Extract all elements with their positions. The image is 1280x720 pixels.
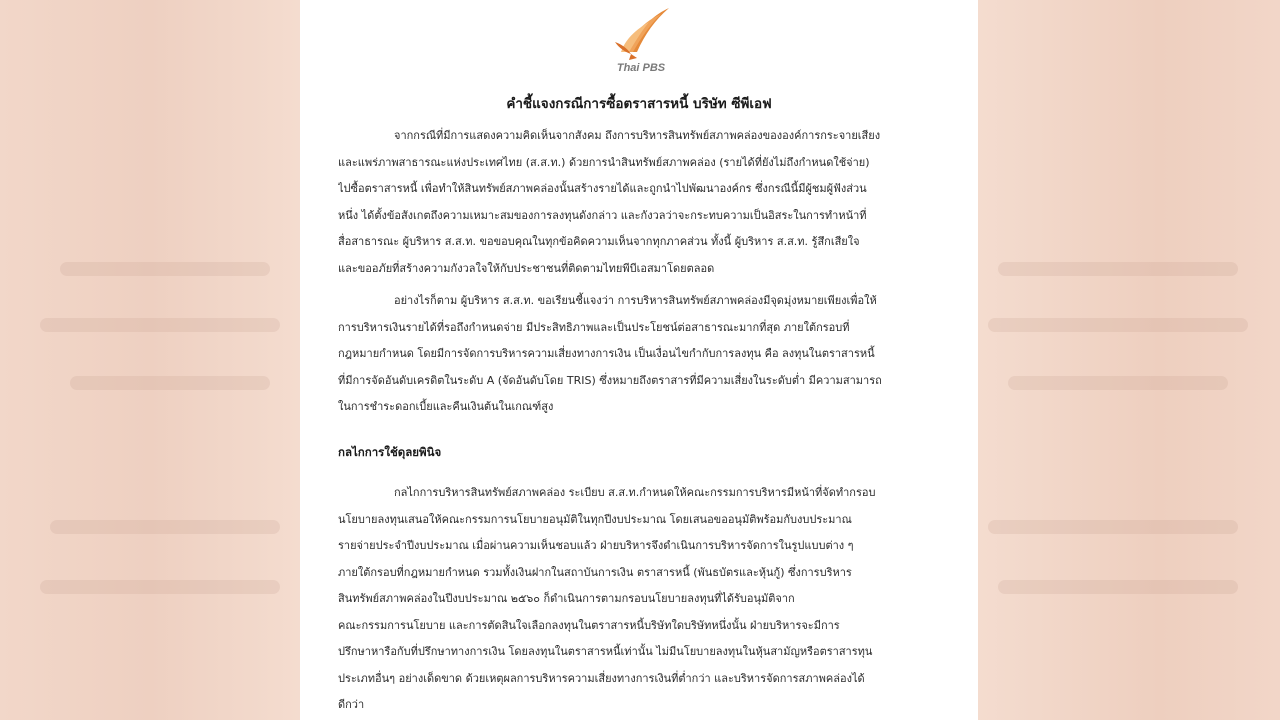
blur-strip xyxy=(1008,376,1228,390)
paragraph-line: ดีกว่า xyxy=(338,698,365,711)
paragraph-line: นโยบายลงทุนเสนอให้คณะกรรมการนโยบายอนุมัติในทุกปีงบประมาณ โดยเสนอขออนุมัติพร้อมกับงบประมาณ xyxy=(338,512,852,526)
blur-strip xyxy=(998,262,1238,276)
section-subheading: กลไกการใช้ดุลยพินิจ xyxy=(338,445,442,459)
blur-strip xyxy=(60,262,270,276)
blur-strip xyxy=(40,318,280,332)
paragraph-1 xyxy=(338,123,938,282)
logo-text: Thai PBS xyxy=(616,62,666,74)
paragraph-line: ในการชำระดอกเบี้ยและคืนเงินต้นในเกณฑ์สูง xyxy=(338,400,554,413)
paragraph-line: กลไกการบริหารสินทรัพย์สภาพคล่อง ระเบียบ ส.ส.ท.กำหนดให้คณะกรรมการบริหารมีหน้าที่จัดทำกรอบ xyxy=(394,486,876,499)
paragraph-line: ไปซื้อตราสารหนี้ เพื่อทำให้สินทรัพย์สภาพคล่องนั้นสร้างรายได้และถูกนำไปพัฒนาองค์กร ซึ่งกรณีนี้มีผู้ชมผู้ฟังส่วน xyxy=(338,182,867,195)
paragraph-line: ปรึกษาหารือกับที่ปรึกษาทางการเงิน โดยลงทุนในตราสารหนี้เท่านั้น ไม่มีนโยบายลงทุนในหุ้นสามัญหรือตราสารทุน xyxy=(338,645,873,658)
paragraph-line: จากกรณีที่มีการแสดงความคิดเห็นจากสังคม ถึงการบริหารสินทรัพย์สภาพคล่องขององค์การกระจายเสียง xyxy=(394,129,881,142)
paragraph-line: สินทรัพย์สภาพคล่องในปีงบประมาณ ๒๕๖๐ ก็ดำเนินการตามกรอบนโยบายลงทุนที่ได้รับอนุมัติจาก xyxy=(338,592,795,605)
paragraph-line: และแพร่ภาพสาธารณะแห่งประเทศไทย (ส.ส.ท.) ด้วยการนำสินทรัพย์สภาพคล่อง (รายได้ที่ยังไม่ถึงกำหนดใช้จ่าย) xyxy=(338,155,870,169)
paragraph-line: กฎหมายกำหนด โดยมีการจัดการบริหารความเสี่ยงทางการเงิน เป็นเงื่อนไขกำกับการลงทุน คือ ลงทุนในตราสารหนี้ xyxy=(338,347,875,360)
paragraph-line: ที่มีการจัดอันดับเครดิตในระดับ A (จัดอันดับโดย TRIS) ซึ่งหมายถึงตราสารที่มีความเสี่ยงในระดับต่ำ มีความสามารถ xyxy=(338,373,882,387)
paragraph-line: หนึ่ง ได้ตั้งข้อสังเกตถึงความเหมาะสมของการลงทุนดังกล่าว และกังวลว่าจะกระทบความเป็นอิสระในการทำหน้าที่ xyxy=(338,208,867,222)
paragraph-2 xyxy=(338,288,938,421)
blurred-background-right xyxy=(978,0,1280,720)
paragraph-line: การบริหารเงินรายได้ที่รอถึงกำหนดจ่าย มีประสิทธิภาพและเป็นประโยชน์ต่อสาธารณะมากที่สุด ภายใต้กรอบที่ xyxy=(338,320,850,334)
paragraph-line: สื่อสาธารณะ ผู้บริหาร ส.ส.ท. ขอขอบคุณในทุกข้อคิดความเห็นจากทุกภาคส่วน ทั้งนี้ ผู้บริหาร ส.ส.ท. รู้สึกเสียใจ xyxy=(338,235,860,248)
paragraph-3 xyxy=(338,480,938,719)
blur-strip xyxy=(998,580,1238,594)
document-title: คำชี้แจงกรณีการซื้อตราสารหนี้ บริษัท ซีพีเอฟ xyxy=(506,96,772,112)
paragraph-line: คณะกรรมการนโยบาย และการตัดสินใจเลือกลงทุนในตราสารหนี้บริษัทใดบริษัทหนึ่งนั้น ฝ่ายบริหารจะมีการ xyxy=(338,618,840,632)
blur-strip xyxy=(988,318,1248,332)
blurred-background-left xyxy=(0,0,300,720)
blur-strip xyxy=(40,580,280,594)
paragraph-line: และขออภัยที่สร้างความกังวลใจให้กับประชาชนที่ติดตามไทยพีบีเอสมาโดยตลอด xyxy=(338,261,715,275)
paragraph-line: ภายใต้กรอบที่กฎหมายกำหนด รวมทั้งเงินฝากในสถาบันการเงิน ตราสารหนี้ (พันธบัตรและหุ้นกู้) ซึ่งการบริหาร xyxy=(338,565,852,579)
thai-pbs-logo xyxy=(607,2,671,76)
paragraph-line: อย่างไรก็ตาม ผู้บริหาร ส.ส.ท. ขอเรียนชี้แจงว่า การบริหารสินทรัพย์สภาพคล่องมีจุดมุ่งหมายเพียงเพื่อให้ xyxy=(394,294,877,307)
blur-strip xyxy=(70,376,270,390)
paragraph-line: ประเภทอื่นๆ อย่างเด็ดขาด ด้วยเหตุผลการบริหารความเสี่ยงทางการเงินที่ต่ำกว่า และบริหารจัดการสภาพคล่องได้ xyxy=(338,671,865,685)
document-page xyxy=(300,0,978,720)
blur-strip xyxy=(50,520,280,534)
paragraph-line: รายจ่ายประจำปีงบประมาณ เมื่อผ่านความเห็นชอบแล้ว ฝ่ายบริหารจึงดำเนินการบริหารจัดการในรูปแบบต่าง ๆ xyxy=(338,539,854,552)
blur-strip xyxy=(988,520,1238,534)
